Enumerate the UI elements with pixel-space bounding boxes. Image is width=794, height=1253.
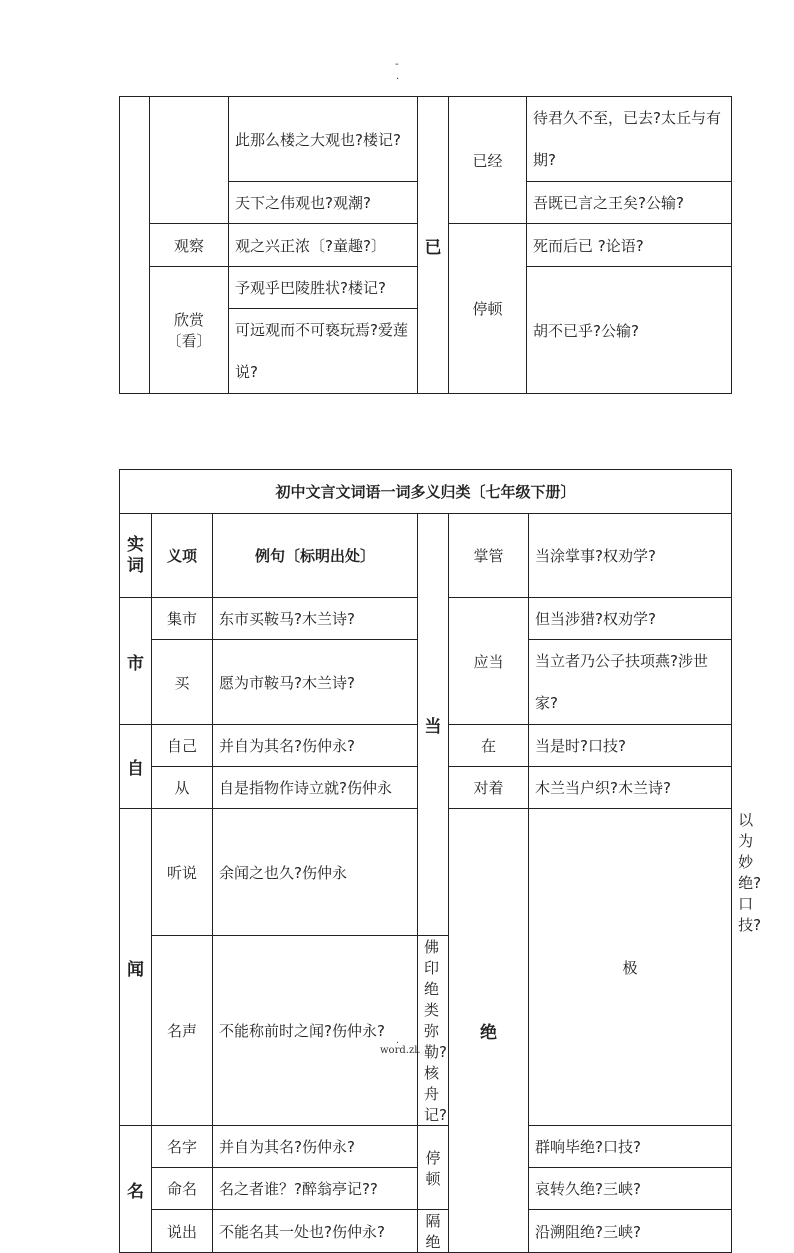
example-cell: 东市买鞍马?木兰诗? [213,598,418,640]
example-cell: 胡不已乎?公输? [527,267,732,394]
example-cell: 哀转久绝?三峡? [529,1168,732,1210]
word-cell: 自 [120,725,152,809]
footer-text: word.zl. [380,1045,421,1056]
empty-word-cell [120,97,150,394]
example-cell: 死而后已 ?论语? [527,224,732,267]
example-cell: 此那么楼之大观也?楼记? [229,97,418,182]
meaning-cell: 对着 [449,767,529,809]
meaning-cell: 极 [529,809,732,1126]
word-cell: 闻 [120,809,152,1126]
example-cell: 待君久不至，已去?太丘与有期? [527,97,732,182]
example-cell: 观之兴正浓〔?童趣?〕 [229,224,418,267]
word-meaning-table-continued [119,96,732,394]
example-cell: 当立者乃公子扶项燕?涉世家? [529,640,732,725]
header-example: 例句〔标明出处〕 [213,514,418,598]
word-cell: 市 [120,598,152,725]
example-cell: 名之者谁？?醉翁亭记?? [213,1168,418,1210]
example-cell: 自是指物作诗立就?伤仲永 [213,767,418,809]
meaning-cell: 自己 [152,725,213,767]
meaning-cell: 停顿 [418,1126,449,1210]
meaning-cell: 欣赏〔看〕 [150,267,229,394]
example-cell: 并自为其名?伤仲永? [213,1126,418,1168]
meaning-cell: 停顿 [449,224,527,394]
example-cell: 当涂掌事?权劝学? [529,514,732,598]
example-cell: 不能名其一处也?伤仲永? [213,1210,418,1253]
meaning-cell: 已经 [449,97,527,224]
footer-dot: . [396,1035,400,1046]
example-cell: 予观乎巴陵胜状?楼记? [229,267,418,309]
example-cell: 群响毕绝?口技? [529,1126,732,1168]
example-cell: 不能称前时之闻?伤仲永? [213,936,418,1126]
meaning-cell: 应当 [449,598,529,725]
word-cell: 名 [120,1126,152,1253]
meaning-cell: 说出 [152,1210,213,1253]
meaning-cell: 观察 [150,224,229,267]
meaning-cell: 名字 [152,1126,213,1168]
meaning-cell: 买 [152,640,213,725]
header-word-type-text: 实词 [127,534,144,576]
example-cell: 佛印绝类弥勒?核舟记? [418,936,449,1126]
example-cell: 沿溯阻绝?三峡? [529,1210,732,1253]
meaning-cell: 在 [449,725,529,767]
meaning-cell: 名声 [152,936,213,1126]
word-meaning-table: 初中文言文词语一词多义归类〔七年级下册〕 实词 义项 例句〔标明出处〕 当 掌管 当涂掌事?权劝学? 市 集市 东市买鞍马?木兰诗? 应当 但当涉猎?权劝学? 买 愿为市鞍马?木兰诗? 当立者乃公子扶项燕?涉世家? 自 自己 并自为其名?伤仲永? 在 当是时?口技? 从 自是指物作诗立就?伤仲永 对着 木兰当户织?木兰诗? 闻 听说 余闻之也久?伤仲永 绝 极 以为妙绝?口技? 名声 不能称前时之闻?伤仲永? 佛印绝类弥勒?核舟记? 名 名字 并自为其名?伤仲永? 停顿 群响毕绝?口技? 命名 名之者谁？?醉翁亭记?? 哀转久绝?三峡? 说出 不能名其一处也?伤仲永? 隔绝 沿溯阻绝?三峡? [119,469,732,1253]
example-cell: 天下之伟观也?观潮? [229,182,418,224]
example-cell: 木兰当户织?木兰诗? [529,767,732,809]
header-meaning: 义项 [152,514,213,598]
header-mark-dash: - [395,59,399,70]
word-cell: 当 [418,514,449,936]
example-cell: 但当涉猎?权劝学? [529,598,732,640]
example-cell: 可远观而不可亵玩焉?爱莲说? [229,309,418,394]
example-cell: 吾既已言之王矣?公输? [527,182,732,224]
meaning-cell: 掌管 [449,514,529,598]
example-cell: 当是时?口技? [529,725,732,767]
header-mark-dot: . [396,71,400,82]
meaning-cell: 命名 [152,1168,213,1210]
meaning-cell [150,97,229,224]
meaning-cell: 听说 [152,809,213,936]
meaning-cell: 集市 [152,598,213,640]
example-cell: 并自为其名?伤仲永? [213,725,418,767]
table-title: 初中文言文词语一词多义归类〔七年级下册〕 [120,470,732,514]
word-cell: 绝 [449,809,529,1253]
example-cell: 余闻之也久?伤仲永 [213,809,418,936]
meaning-cell: 从 [152,767,213,809]
example-cell: 愿为市鞍马?木兰诗? [213,640,418,725]
meaning-cell: 隔绝 [418,1210,449,1253]
word-cell: 已 [418,97,449,394]
header-word-type [120,514,152,598]
